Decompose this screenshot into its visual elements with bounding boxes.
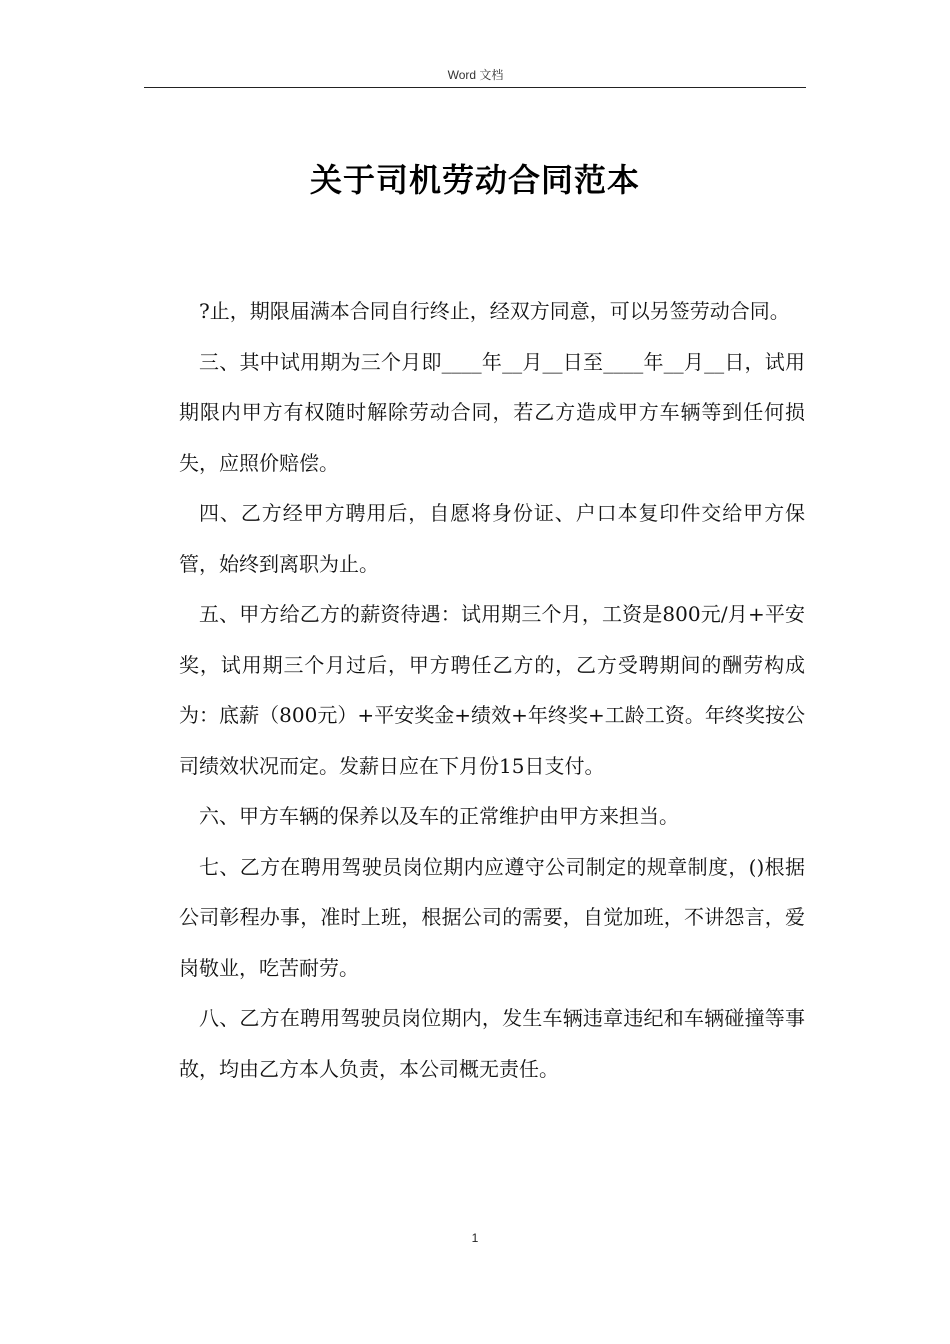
document-title: 关于司机劳动合同范本 (309, 161, 640, 199)
document-body (179, 286, 805, 1094)
paragraph-clause-6: 六、甲方车辆的保养以及车的正常维护由甲方来担当。 (199, 804, 679, 828)
paragraph-termination: ?止，期限届满本合同自行终止，经双方同意，可以另签劳动合同。 (199, 299, 790, 323)
paragraph-clause-7: 七、乙方在聘用驾驶员岗位期内应遵守公司制定的规章制度，()根据公司彰程办事，准时上班，根据公司的需要，自觉加班，不讲怨言，爱岗敬业，吃苦耐劳。 (179, 854, 805, 980)
paragraph-clause-4: 四、乙方经甲方聘用后，自愿将身份证、户口本复印件交给甲方保管，始终到离职为止。 (179, 501, 805, 576)
paragraph-clause-5: 五、甲方给乙方的薪资待遇：试用期三个月，工资是800元/月+平安奖，试用期三个月过后，甲方聘任乙方的，乙方受聘期间的酬劳构成为：底薪（800元）+平安奖金+绩效+年终奖+工龄工资。年终奖按公司绩效状况而定。发薪日应在下月份15日支付。 (179, 602, 805, 778)
page-number: 1 (471, 1231, 479, 1245)
header-divider (144, 87, 806, 88)
paragraph-clause-3: 三、其中试用期为三个月即____年__月__日至____年__月__日，试用期限内甲方有权随时解除劳动合同，若乙方造成甲方车辆等到任何损失，应照价赔偿。 (179, 349, 805, 475)
page-header: Word 文档 (447, 68, 504, 82)
paragraph-clause-8: 八、乙方在聘用驾驶员岗位期内，发生车辆违章违纪和车辆碰撞等事故，均由乙方本人负责，本公司概无责任。 (179, 1006, 805, 1081)
